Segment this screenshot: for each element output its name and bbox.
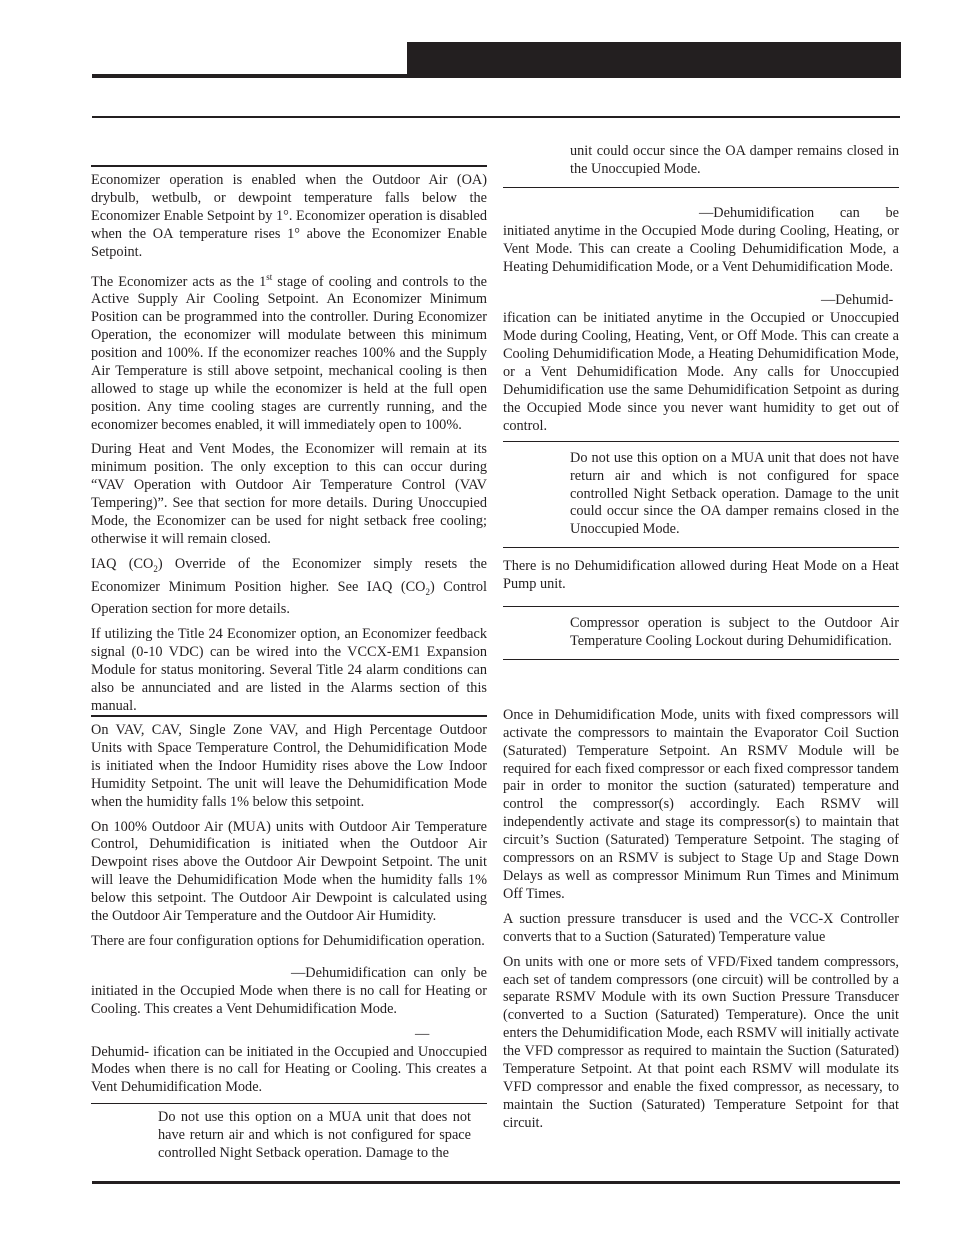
header-underline [92,116,900,118]
note-2-rule [503,441,899,442]
note-1-continued [503,143,899,179]
left-column-top [91,165,487,723]
economizer-paragraph-4: IAQ $(CO_2)$ Override of the Economizer simply resets the Economizer Minimum Position higher. See IAQ $(CO_2)$ Control Operation section for more details. [91,555,488,618]
dehumidification-paragraph-3: There are four configuration options for Dehumidification operation. [91,932,485,949]
note-3-text: Compressor operation is subject to the Outdoor Air Temperature Cooling Lockout during Dehumidification. [570,615,899,649]
note-1-rule [91,1103,487,1104]
dehumidification-paragraph-2: On 100% Outdoor Air (MUA) units with Outdoor Air Temperature Control, Dehumidification is initiated when the Outdoor Air Dewpoint rises above the Outdoor Air Dewpoint Setpoint. The unit will leave the Dehumidification Mode when the humidity falls 1% below this setpoint. The Outdoor Air Dewpoint is calculated using the Outdoor Air Temperature and the Outdoor Air Humidity. [91,818,487,925]
note-1-end-rule [503,187,899,188]
note-3 [503,615,899,651]
note-1 [91,1109,487,1163]
option-1-paragraph: —Dehumidification can only be initiated in the Occupied Mode when there is no call for Heating or Cooling. This creates a Vent Dehumidification Mode. [91,964,487,1017]
option-3-paragraph: —Dehumidification can be initiated anytime in the Occupied Mode during Cooling, Heating, or Vent Mode. This can create a Cooling Dehumidification Mode, a Heating Dehumidification Mode, or a Vent Dehumidification Mode. [503,204,899,275]
footer-rule [92,1181,900,1184]
compressor-paragraph-3: On units with one or more sets of VFD/Fixed tandem compressors, each set of tandem compressors (one circuit) will be controlled by a separate RSMV Module with its own Suction Pressure Transducer (converted to a Suction (Saturated) Temperature). Once the unit enters the Dehumidification Mode, each RSMV will initially activate the VFD compressor as required to maintain the Suction (Saturated) Temperature Setpoint. At that point each RSMV will modulate its VFD compressor and enable the fixed compressor, as necessary, to maintain the Suction (Saturated) Temperature Setpoint for that circuit. [503,953,899,1131]
economizer-paragraph-5: If utilizing the Title 24 Economizer option, an Economizer feedback signal (0-10 VDC) can be wired into the VCCX-EM1 Expansion Module for status monitoring. Several Title 24 alarm conditions can also be annunciated and are listed in the Alarms section of this manual. [91,626,487,714]
header-bar [407,42,901,78]
note-3-rule [503,606,899,607]
dehumidification-section-rule [91,715,487,717]
economizer-paragraph-1: Economizer operation is enabled when the Outdoor Air (OA) drybulb, wetbulb, or dewpoint temperature falls below the Economizer Enable Setpoint by 1°. Economizer operation is disabled when the OA temperature rises 1° above the Economizer Enable Setpoint. [91,172,487,260]
note-2 [503,450,899,540]
left-column-bottom [91,715,487,1163]
compressor-paragraph-2: A suction pressure transducer is used and the VCC-X Controller converts that to a Suction (Saturated) Temperature value [503,910,899,945]
note-1-text: Do not use this option on a MUA unit that does not have return air and which is not configured for space controlled Night Setback operation. Damage to the [158,1109,471,1162]
note-2-text: Do not use this option on a MUA unit that does not have return air and which is not configured for space controlled Night Setback operation. Damage to the unit could occur since the OA damper remains closed in the Unoccupied Mode. [570,449,899,538]
heat-pump-paragraph: There is no Dehumidification allowed during Heat Mode on a Heat Pump unit. [503,558,899,593]
header-rule-left [92,74,408,78]
dehumidification-paragraph-1: On VAV, CAV, Single Zone VAV, and High Percentage Outdoor Units with Space Temperature Control, the Dehumidification Mode is initiated when the Indoor Humidity rises above the Low Indoor Humidity Setpoint. The unit will leave the Dehumidification Mode when the humidity falls 1% below this setpoint. [91,722,487,810]
option-2-paragraph: —Dehumid- ification can be initiated in the Occupied and Unoccupied Modes when there is no call for Heating or Cooling. This creates a Vent Dehumidification Mode. [91,1025,487,1096]
note-3-end-rule [503,659,899,660]
economizer-section-rule [91,165,487,167]
option-4-paragraph: —Dehumid- ification can be initiated anytime in the Occupied or Unoccupied Mode during Cooling, Heating, Vent, or Off Mode. This can create a Cooling Dehumidification Mode, a Heating Dehumidification Mode, or a Vent Dehumidification Mode. Any calls for Unoccupied Dehumidification use the same Dehumidification Setpoint as during the Occupied Mode since you never want humidity to get out of control. [503,292,899,434]
compressor-paragraph-1: Once in Dehumidification Mode, units with fixed compressors will activate the compressors to maintain the Evaporator Coil Suction (Saturated) Temperature Setpoint. An RSMV Module will be required for each fixed compressor or each fixed compressor tandem pair in order to monitor the suction (saturated) temperature and control the compressor(s) accordingly. Each RSMV will independently activate and stage its compressor(s) to maintain that circuit’s Suction (Saturated) Temperature Setpoint. The staging of compressors on an RSMV is subject to Stage Up and Stage Down Delays as well as compressor Minimum Run Times and Minimum Off Times. [503,706,899,902]
economizer-paragraph-2: The Economizer acts as the 1st stage of cooling and controls to the Active Supply Air Cooling Setpoint. An Economizer Minimum Position can be programmed into the controller. During Economizer Operation, the economizer will modulate between this minimum position and 100%. If the economizer reaches 100% and the Supply Air Temperature is still above setpoint, mechanical cooling is then allowed to stage up while the economizer is held at the full open position. Any time cooling stages are currently running, and the economizer becomes enabled, it will immediately open to 100%. [91,271,487,433]
note-2-end-rule [503,547,899,548]
note-1-continued-text: unit could occur since the OA damper remains closed in the Unoccupied Mode. [570,143,899,177]
right-column [503,143,899,1140]
economizer-paragraph-3: During Heat and Vent Modes, the Economizer will remain at its minimum position. The only exception to this can occur during “VAV Operation with Outdoor Air Temperature Control (VAV Tempering)”. See that section for more details. During Unoccupied Mode, the Economizer can be used for night setback free cooling; otherwise it will remain closed. [91,441,487,547]
